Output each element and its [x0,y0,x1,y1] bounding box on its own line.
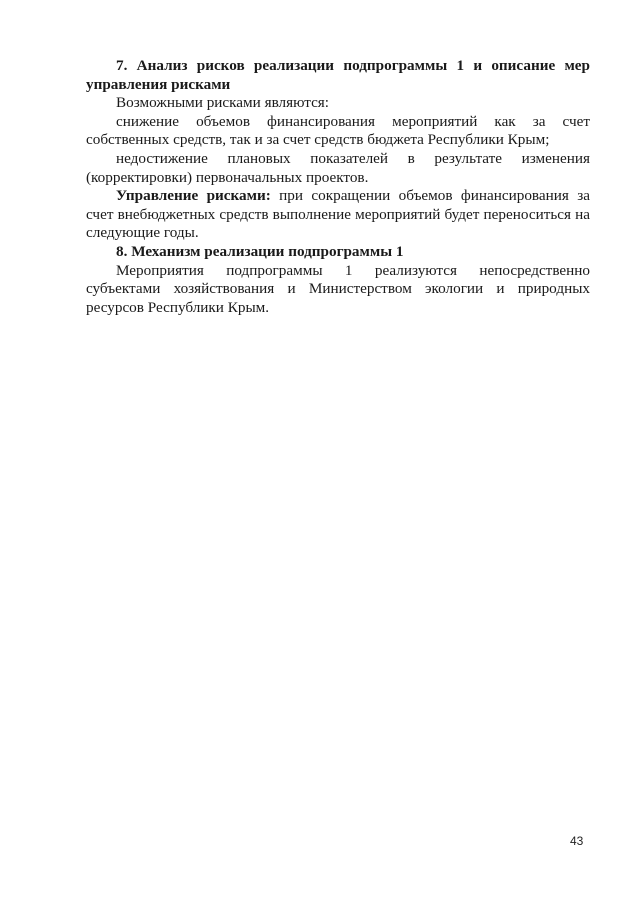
risk-item-targets: недостижение плановых показателей в результате изменения (корректировки) первоначальных проектов. [86,149,590,186]
page-number: 43 [570,834,584,848]
risk-management-text: при сокращении объемов финансирования за счет внебюджетных средств выполнение мероприятий будет переноситься на следующие годы. [86,187,590,242]
risk-item-funding: снижение объемов финансирования мероприятий как за счет собственных средств, так и за счет средств бюджета Республики Крым; [86,112,590,149]
risks-intro: Возможными рисками являются: [116,94,330,112]
risk-management-label: Управление рисками: [116,187,271,205]
implementation-paragraph: Мероприятия подпрограммы 1 реализуются непосредственно субъектами хозяйствования и Министерством экологии и природных ресурсов Республики Крым. [86,261,590,316]
section-8-heading: 8. Механизм реализации подпрограммы 1 [116,242,404,260]
section-7-heading: 7. Анализ рисков реализации подпрограммы 1 и описание мер управления рисками [86,57,590,93]
risk-management-paragraph [86,187,590,243]
document-body [86,57,590,317]
